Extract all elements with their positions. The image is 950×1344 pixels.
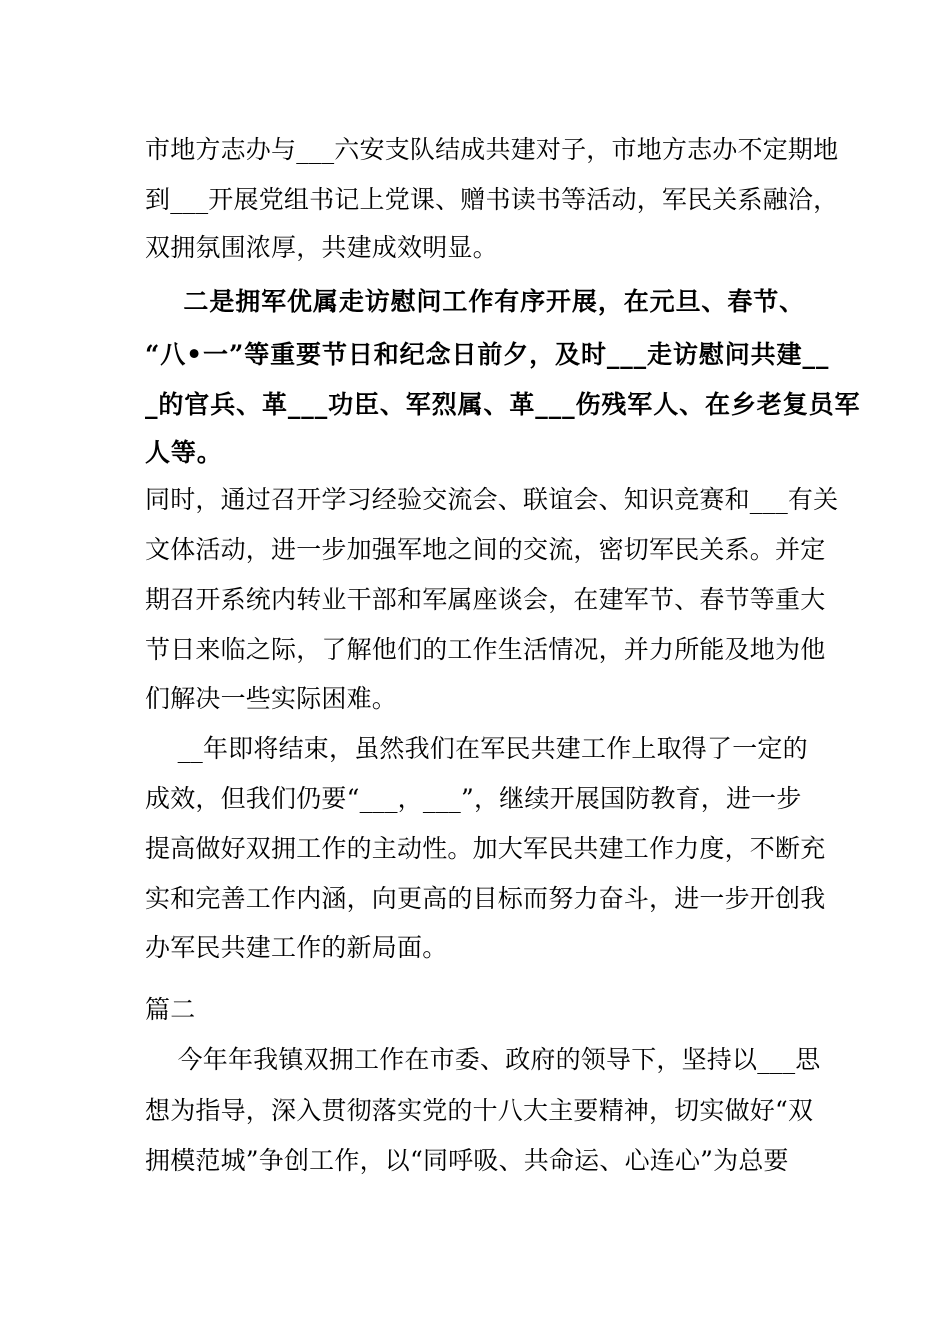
- paragraph-line: 节日来临之际，了解他们的工作生活情况，并力所能及地为他: [145, 635, 826, 664]
- paragraph-line: 成效，但我们仍要“___，___”，继续开展国防教育，进一步: [145, 784, 802, 813]
- paragraph-line: 文体活动，进一步加强军地之间的交流，密切军民关系。并定: [145, 535, 826, 564]
- paragraph-line: 提高做好双拥工作的主动性。加大军民共建工作力度，不断充: [145, 834, 826, 863]
- paragraph-line: 想为指导，深入贯彻落实党的十八大主要精神，切实做好“双: [145, 1096, 814, 1125]
- bold-paragraph-line: “八•一”等重要节日和纪念日前夕，及时___走访慰问共建__: [145, 340, 830, 369]
- paragraph-line: 办军民共建工作的新局面。: [145, 933, 448, 962]
- paragraph-line: 拥模范城”争创工作，以“同呼吸、共命运、心连心”为总要: [145, 1146, 789, 1175]
- paragraph-line: 今年年我镇双拥工作在市委、政府的领导下，坚持以___思: [145, 1045, 821, 1074]
- bold-paragraph-line: _的官兵、革___功臣、军烈属、革___伤残军人、在乡老复员军: [145, 390, 861, 419]
- paragraph-line: __年即将结束，虽然我们在军民共建工作上取得了一定的: [145, 734, 808, 763]
- paragraph-line: 到___开展党组书记上党课、赠书读书等活动，军民关系融洽，: [145, 185, 839, 214]
- paragraph-line: 市地方志办与___六安支队结成共建对子，市地方志办不定期地: [145, 135, 839, 164]
- paragraph-line: 双拥氛围浓厚，共建成效明显。: [145, 233, 498, 262]
- paragraph-line: 实和完善工作内涵，向更高的目标而努力奋斗，进一步开创我: [145, 884, 826, 913]
- paragraph-line: 期召开系统内转业干部和军属座谈会，在建军节、春节等重大: [145, 585, 826, 614]
- bold-paragraph-line: 二是拥军优属走访慰问工作有序开展，在元旦、春节、: [145, 287, 806, 316]
- paragraph-line: 同时，通过召开学习经验交流会、联谊会、知识竞赛和___有关: [145, 485, 839, 514]
- section-heading: 篇二: [145, 995, 196, 1024]
- paragraph-line: 们解决一些实际困难。: [145, 684, 398, 713]
- bold-paragraph-line: 人等。: [145, 438, 223, 467]
